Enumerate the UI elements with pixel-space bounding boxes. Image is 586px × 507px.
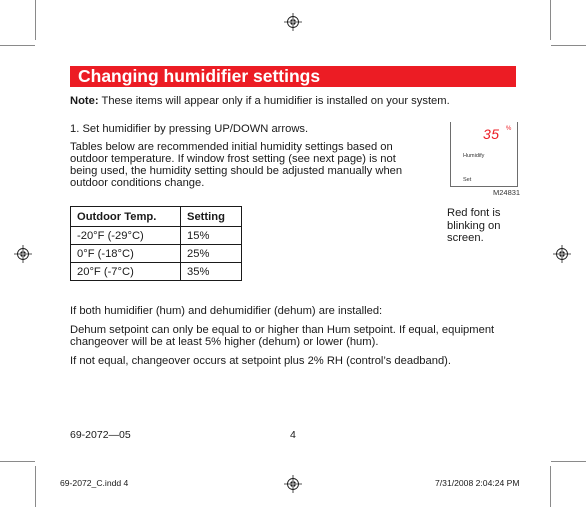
side-note-line: blinking on [447, 219, 501, 232]
intro-line: Tables below are recommended initial humidity settings based on [70, 141, 393, 153]
crop-mark [551, 45, 586, 46]
side-note-line: screen. [447, 232, 484, 244]
registration-mark-icon [553, 245, 571, 263]
crop-mark [0, 461, 35, 462]
registration-mark-icon [284, 13, 302, 31]
crop-mark [35, 466, 36, 507]
display-humidify-label: Humidify [463, 153, 485, 159]
intro-line: outdoor conditions change. [70, 177, 205, 189]
display-set-label: Set [463, 177, 472, 183]
table-cell-temp: 0°F (-18°C) [71, 245, 181, 263]
table-cell-setting: 15% [181, 227, 242, 245]
table-cell-setting: 25% [181, 245, 242, 263]
page-number: 4 [290, 429, 296, 441]
humidity-settings-table [70, 206, 242, 281]
table-header-row [71, 207, 242, 227]
crop-mark [35, 0, 36, 40]
crop-mark [0, 45, 35, 46]
thermostat-display [450, 122, 518, 187]
crop-mark [550, 466, 551, 507]
figure-code: M24831 [493, 188, 521, 197]
dehum-intro: If both humidifier (hum) and dehumidifier (dehum) are installed: [70, 305, 383, 317]
note-label: Note: [70, 95, 99, 107]
column-header-setting: Setting [181, 207, 242, 227]
note-paragraph [70, 94, 450, 108]
crop-mark [550, 0, 551, 40]
note-text: These items will appear only if a humidifier is installed on your system. [98, 95, 450, 107]
table-cell-temp: -20°F (-29°C) [71, 227, 181, 245]
doc-number: 69-2072—05 [70, 429, 131, 441]
table-row [71, 263, 242, 281]
side-note-line: Red font is [447, 207, 501, 219]
table-row [71, 227, 242, 245]
dehum-line: Dehum setpoint can only be equal to or higher than Hum setpoint. If equal, equipment [70, 324, 495, 336]
section-heading: Changing humidifier settings [78, 66, 321, 86]
step-1-text: 1. Set humidifier by pressing UP/DOWN arrows. [70, 123, 309, 135]
intro-line: outdoor temperature. If window frost setting (see next page) is not [70, 153, 396, 165]
registration-mark-icon [14, 245, 32, 263]
table-cell-setting: 35% [181, 263, 242, 281]
display-percent-unit: % [506, 126, 512, 132]
table-cell-temp: 20°F (-7°C) [71, 263, 181, 281]
side-note [447, 207, 501, 245]
display-humidity-value: 35 [483, 126, 500, 142]
changeover-note: If not equal, changeover occurs at setpoint plus 2% RH (control’s deadband). [70, 355, 452, 367]
dehum-line: changeover will be at least 5% higher (dehum) or lower (hum). [70, 336, 379, 348]
section-heading-bar [70, 66, 516, 87]
table-row [71, 245, 242, 263]
crop-mark [551, 461, 586, 462]
column-header-outdoor-temp: Outdoor Temp. [71, 207, 181, 227]
intro-line: being used, the humidity setting should be adjusted manually when [70, 165, 403, 177]
registration-mark-icon [284, 475, 302, 493]
slug-filename: 69-2072_C.indd 4 [60, 478, 129, 488]
slug-timestamp: 7/31/2008 2:04:24 PM [435, 478, 520, 488]
